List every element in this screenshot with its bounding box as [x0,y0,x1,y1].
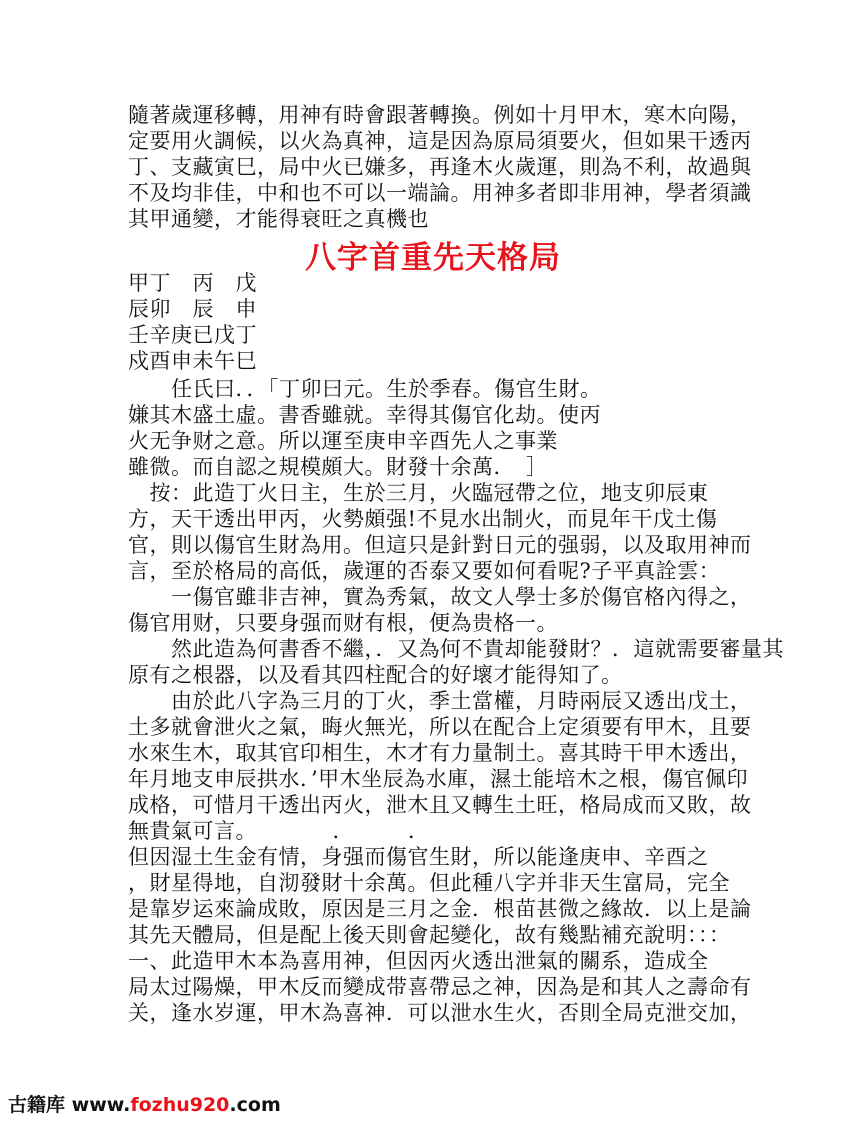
text-line: 但因湿土生金有情，身强而傷官生財，所以能逢庚申、辛酉之 [128,845,709,869]
text-line: 官，則以傷官生財為用。但這只是針對日元的强弱，以及取用神而 [128,533,752,557]
text-line: 火无争财之意。所以運至庚申辛酉先人之事業 [128,429,558,453]
text-line: 成格，可惜月干透出丙火，泄木且又轉生土旺，格局成而又敗，故 [128,793,752,817]
text-line: 其先天體局，但是配上後天則會起變化，故有幾點補充說明：：： [128,923,731,947]
text-line: 其甲通變，才能得衰旺之真機也 [128,207,429,231]
text-line: 丁、支藏寅巳，局中火已嫌多，再逢木火歲運，則為不利，故過與 [128,155,752,179]
text-line: 局太过陽燥，甲木反而變成带喜帶忌之神，因為是和其人之壽命有 [128,975,752,999]
text-line: 雖微。而自認之規模頗大。財發十余萬． ］ [128,455,548,479]
text-line: 方，天干透出甲丙，火勢頗强!不見水出制火，而見年干戊土傷 [128,507,718,531]
text-line: 一、此造甲木本為喜用神，但因丙火透出泄氣的關系，造成全 [128,949,709,973]
text-line: 嫌其木盛土虛。書香雖就。幸得其傷官化劫。使丙 [128,403,601,427]
text-line: 关，逢水岁運，甲木為喜神．可以泄水生火，否則全局克泄交加， [128,1001,752,1025]
site-url-brand: fozhu920 [130,1094,230,1116]
chart-row: 戍酉申未午巳 [128,349,257,373]
text-line: 一傷官雖非吉神，實為秀氣，故文人學士多於傷官格內得之， [128,585,752,609]
text-line: 由於此八字為三月的丁火，季土當權，月時兩辰又透出戊土， [128,689,752,713]
text-line: 隨著歲運移轉，用神有時會跟著轉換。例如十月甲木，寒木向陽， [128,103,752,127]
site-name: 古籍库 [8,1094,66,1116]
text-line: 不及均非佳，中和也不可以一端論。用神多者即非用神，學者須識 [128,181,752,205]
site-url-suffix: .com [229,1094,281,1116]
site-url-prefix: www. [71,1094,131,1116]
chart-row: 壬辛庚已戊丁 [128,323,257,347]
chart-row: 辰卯 辰 申 [128,297,257,321]
footer-watermark [8,1090,281,1117]
text-line: 定要用火調候，以火為真神，這是因為原局須要火，但如果干透丙 [128,129,752,153]
text-line: 任氏曰．．「丁卯曰元。生於季春。傷官生財。 [128,377,602,401]
text-line: 年月地支申辰拱水．’甲木坐辰為水庫，濕土能培木之根，傷官佩印 [128,767,749,791]
text-line: 土多就會泄火之氣，晦火無光，所以在配合上定須要有甲木，且要 [128,715,752,739]
text-line: 無貴氣可言。 ． ． [128,819,430,843]
text-line: ，財星得地，自沏發財十余萬。但此種八字并非天生富局，完全 [128,871,730,895]
section-title: 八字首重先天格局 [305,240,561,276]
text-line: 水來生木，取其官印相生，木才有力量制土。喜其時干甲木透出， [128,741,752,765]
chart-row: 甲丁 丙 戊 [128,271,257,295]
text-line: 是靠岁运來論成敗，原因是三月之金．根苗甚微之緣故．以上是論 [128,897,752,921]
text-line: 按：此造丁火日主，生於三月，火臨冠帶之位，地支卯辰東 [128,481,709,505]
text-line: 然此造為何書香不繼，．又為何不貴却能發財？．這就需要審量其 [128,637,784,661]
text-line: 原有之根器，以及看其四柱配合的好壞才能得知了。 [128,663,623,687]
text-line: 言，至於格局的高低，歲運的否泰又要如何看呢?子平真詮雲： [128,559,721,583]
text-line: 傷官用财，只要身强而财有根，便為贵格一。 [128,611,558,635]
